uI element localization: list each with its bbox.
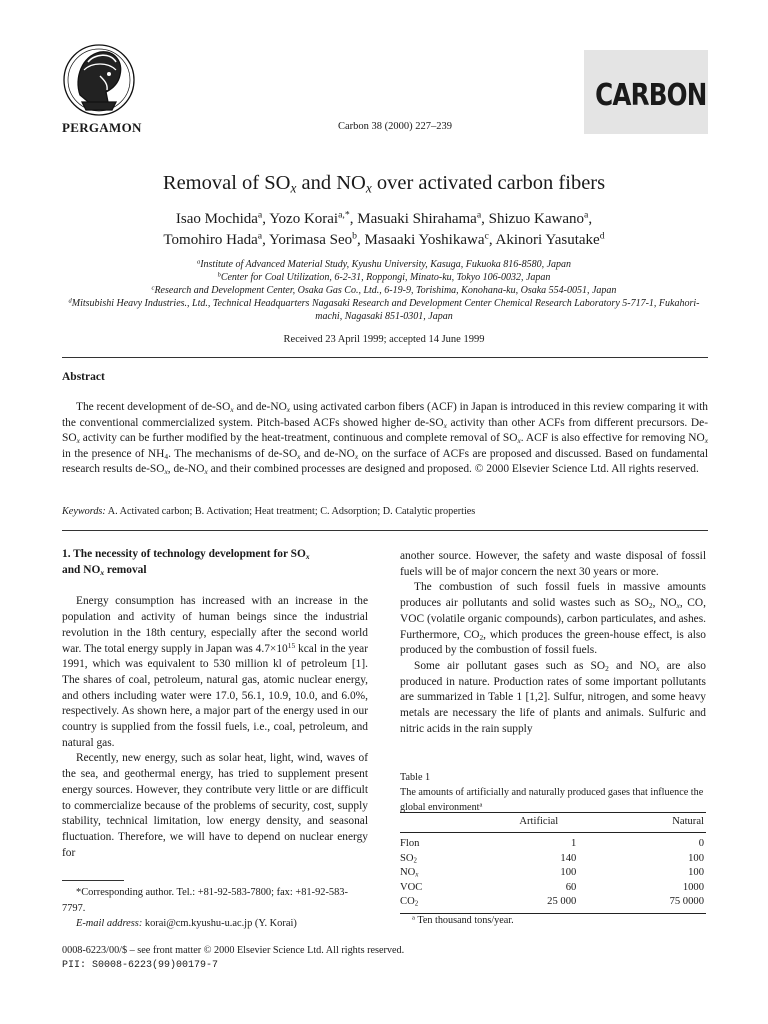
affiliation-c: $^c$Research and Development Center, Osaka Gas Co., Ltd., 6-19-9, Torishima, Konohana-ku, Osaka 554-0051, Japan [151,284,617,296]
keywords: Keywords: A. Activated carbon; B. Activation; Heat treatment; C. Adsorption; D. Catalytic properties [62,506,476,517]
abstract-heading: Abstract [62,371,105,383]
table-caption: Table 1 The amounts of artificially and naturally produced gases that influence the global environment$^a$ [400,770,706,815]
table-header [400,813,453,833]
email-address: korai@cm.kyushu-u.ac.jp (Y. Korai) [142,918,297,929]
paragraph: Energy consumption has increased with an increase in the population and activity of human beings since the industrial revolution in the 18th century, especially after the second world war. The total energy supply in Japan was $4.7\times 10^{15}$ kcal in the year 1991, which was equivalent to 530 million kl of petroleum [1]. The shares of coal, petroleum, natural gas, atomic nuclear energy, and others including water were 17.0, 56.1, 10.9, 10.0, and 6.0%, respectively. As shown here, a major part of the energy used in our country is supplied from the fossil fuels, i.e., coal, petroleum, and natural gas. [62,595,368,749]
table-row: $NO_x$ 100 100 [400,867,704,879]
table-row: $SO_2$ 140 100 [400,852,704,865]
table-row: VOC 60 1000 [400,881,704,893]
paragraph: another source. However, the safety and waste disposal of fossil fuels will be of major concern the next 30 years or more. [400,550,706,578]
divider [62,357,708,358]
article-title: Removal of $SO_x$ and $NO_x$ over activated carbon fibers [162,172,606,196]
author-name: Shizuo Kawano [488,211,585,227]
paragraph: Recently, new energy, such as solar heat, light, wind, waves of the sea, and geothermal energy, has tried to supplement present energy sources. However, they contribute very little or are difficult to commercialize because of the problems of security, cost, supply stability, technical limitation, low energy density, and seasonal fluctuation. Therefore, we will have to depend on nuclear energy for [62,752,368,859]
table-header: Natural [672,816,704,827]
table-header: Artificial [519,816,559,827]
affiliation-d: $^d$Mitsubishi Heavy Industries., Ltd., Technical Headquarters Nagasaki Research and Development Center Chemical Research Laboratory 5-717-1, Fukahori-machi, Nagasaki 851-0301, Japan [68,297,700,322]
body-column-left [62,547,368,861]
paragraph: Some air pollutant gases such as $SO_2$ and $NO_x$ are also produced in nature. Production rates of some important pollutants are summarized in Table 1 [1,2]. Sulfur, nitrogen, and some heavy metals are necessary the life of plants and animals. Sulfuric and nitric acids in the rain supply [400,659,706,735]
pii-identifier: PII: S0008-6223(99)00179-7 [62,960,219,971]
table-row: $CO_2$ 25 000 75 0000 [400,895,706,913]
author-name: Tomohiro Hada [163,232,258,248]
data-table [400,812,706,914]
divider [62,530,708,531]
author-list-line-1: Isao Mochida$^a$, Yozo Korai$^{a,*}$, Masuaki Shirahama$^a$, Shizuo Kawano$^a$, [175,209,593,227]
author-name: Akinori Yasutake [495,232,600,248]
table-footnote: $^a$ Ten thousand tons/year. [412,914,514,926]
abstract-text: The recent development of $de-SO_x$ and $de-NO_x$ using activated carbon fibers (ACF) in Japan is introduced in this review comparing it with the conventional commercialized system. Pitch-based ACFs showed higher $de-SO_x$ activity than other ACFs from different precursors. $De-SO_x$ activity can be further modified by the heat-treatment, continuous and complete removal of $SO_x$. ACF is also effective for removing $NO_x$ in the presence of $NH_4$. The mechanisms of $de-SO_x$ and $de-NO_x$ on the surface of ACFs are proposed and discussed. Based on fundamental research results $de-SO_x$, $de-NO_x$ and their combined processes are designed and proposed. © 2000 Elsevier Science Ltd. All rights reserved. [62,401,708,477]
body-column-right [400,549,706,737]
corresponding-author-footnote: *Corresponding author. Tel.: +81-92-583-7800; fax: +81-92-583-7797. E-mail address: korai@cm.kyushu-u.ac.jp (Y. Korai) [62,887,348,929]
author-name: Yozo Korai [269,211,339,227]
publisher-name: PERGAMON [62,120,142,135]
table-label: Table 1 [400,772,431,783]
publisher-logo [60,40,138,124]
affiliation-b: $^b$Center for Coal Utilization, 6-2-31, Roppongi, Minato-ku, Tokyo 106-0032, Japan [217,271,551,283]
received-dates: Received 23 April 1999; accepted 14 June 1999 [283,334,485,345]
affiliation-a: $^a$Institute of Advanced Material Study, Kyushu University, Kasuga, Fukuoka 816-8580, Japan [196,258,572,270]
copyright-line: 0008-6223/00/$ – see front matter © 2000 Elsevier Science Ltd. All rights reserved. [62,945,405,956]
author-name: Isao Mochida [175,211,258,227]
journal-title: CARBON [595,78,707,113]
paragraph: The combustion of such fossil fuels in massive amounts produces air pollutants and solid wastes such as $SO_2$, $NO_x$, CO, VOC (volatile organic compounds), carbon particulates, and ashes. Furthermore, $CO_2$, which produces the green-house effect, is also produced by the combustion of fossil fuels. [400,581,706,657]
journal-citation: Carbon 38 (2000) 227–239 [337,121,453,132]
author-name: Masaaki Yoshikawa [364,232,485,248]
author-name: Yorimasa Seo [269,232,353,248]
table-header-row [400,813,706,833]
author-name: Masuaki Shirahama [357,211,477,227]
author-list-line-2: Tomohiro Hada$^a$, Yorimasa Seo$^b$, Masaaki Yoshikawa$^c$, Akinori Yasutake$^d$ [163,230,605,248]
footnote-divider [62,880,124,881]
section-heading: 1. The necessity of technology development for $SO_x$ and $NO_x$ removal [62,548,310,577]
table-row: Flon 1 0 [400,838,704,849]
